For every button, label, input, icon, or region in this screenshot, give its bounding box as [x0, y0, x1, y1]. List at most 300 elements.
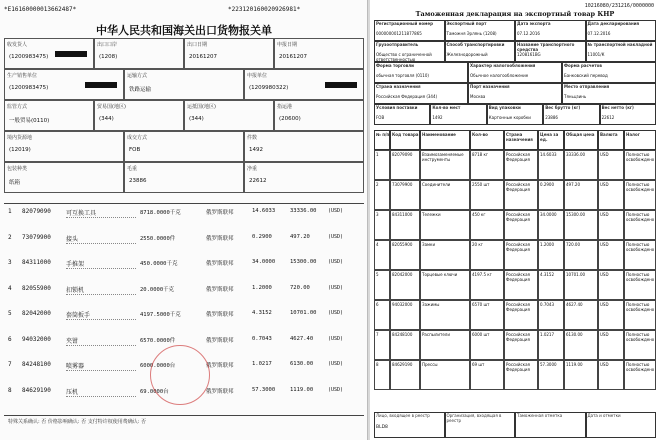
header-cell [274, 38, 364, 69]
header-cell [94, 38, 184, 69]
goods-cell-ru [624, 240, 656, 270]
header-label-ru: Форма расчетов [564, 63, 602, 68]
header-label-ru: Название транспортного средства [517, 42, 575, 52]
header-cell-ru [468, 62, 562, 83]
document-title: 中华人民共和国海关出口货物报关单 [96, 24, 272, 37]
header-value-ru: 22612 [601, 115, 615, 120]
goods-cell-ru [598, 360, 624, 390]
header-value: 铁路运输 [129, 87, 152, 93]
goods-header-ru: Кол-во [472, 132, 488, 137]
goods-value-ru: 20 кг [472, 242, 483, 247]
header-cell [244, 162, 364, 193]
goods-value-ru: USD [600, 182, 609, 187]
goods-no: 5 [8, 310, 12, 317]
header-cell [124, 69, 244, 100]
header-value: 23886 [129, 178, 147, 184]
goods-cell-ru [374, 210, 390, 240]
header-cell-ru [374, 104, 430, 125]
goods-cell-ru [374, 300, 390, 330]
header-value-ru: Тяньцзинь [564, 94, 587, 99]
header-cell [4, 131, 124, 162]
header-label: 净重 [247, 166, 258, 172]
goods-cell-ru [504, 210, 538, 240]
header-label-ru: Место отправления [564, 84, 610, 89]
goods-value-ru: Взаимозаменяемые инструменты [422, 152, 464, 162]
footer-cell-ru [586, 412, 657, 438]
header-value-ru: Картонные коробки [488, 115, 531, 120]
goods-value-ru: 34.0000 [540, 212, 557, 217]
goods-total: 497.20 [290, 233, 310, 240]
goods-cell-ru [390, 210, 420, 240]
goods-cell-ru [504, 330, 538, 360]
header-value: (20600) [279, 116, 301, 122]
goods-value-ru: 10701.00 [566, 272, 586, 277]
goods-cell-ru [564, 180, 598, 210]
goods-no: 8 [8, 386, 12, 394]
header-value-ru: Москва [470, 94, 486, 99]
goods-qty: 2550.0000件 [140, 235, 176, 242]
header-value: (1208) [99, 54, 118, 60]
goods-value-ru: Полностью освобождено [626, 332, 655, 342]
goods-value-ru: 84629190 [392, 362, 413, 367]
redaction-bar [55, 51, 87, 57]
goods-cell-ru [374, 330, 390, 360]
header-value-ru: 1492 [432, 115, 443, 120]
goods-value-ru: USD [600, 272, 609, 277]
goods-code: 82055900 [22, 284, 51, 292]
header-value-ru: FOB [376, 115, 385, 120]
goods-cell-ru [420, 300, 470, 330]
goods-no: 6 [8, 335, 12, 343]
header-label: 成交方式 [127, 135, 148, 141]
goods-cell-ru [390, 330, 420, 360]
goods-code: 84311000 [22, 259, 51, 266]
header-value-ru: Таможня Эрлянь (1208) [446, 31, 497, 36]
goods-cell-ru [470, 270, 504, 300]
header-value-ru: Обычное налогообложение [470, 73, 529, 78]
goods-price: 1.2000 [252, 284, 272, 291]
spec-line [66, 319, 136, 320]
goods-cell-ru [420, 180, 470, 210]
goods-value-ru: Зажимы [422, 302, 440, 307]
header-label: 运抵国(地区) [187, 104, 216, 110]
goods-value-ru: Тележки [422, 212, 441, 217]
spec-line [66, 370, 136, 371]
header-cell [244, 131, 364, 162]
goods-country: 俄罗斯联邦 [206, 337, 234, 344]
header-value: 纸箱 [9, 180, 21, 186]
header-label-ru: Порт назначения [470, 84, 510, 89]
spec-line [66, 217, 136, 218]
goods-value-ru: 1119.00 [566, 362, 583, 367]
goods-cell-ru [624, 270, 656, 300]
russian-export-declaration [370, 0, 660, 440]
header-value: (344) [99, 116, 114, 122]
goods-qty: 6000.0000台 [140, 363, 176, 369]
goods-value-ru: Полностью освобождено [626, 182, 655, 192]
header-cell-ru [543, 104, 599, 125]
header-cell-ru [600, 104, 656, 125]
goods-cell-ru [470, 180, 504, 210]
goods-header-ru: Страна назначения [506, 132, 533, 142]
goods-value-ru: Полностью освобождено [626, 302, 655, 312]
goods-name: 可互换工具 [66, 210, 97, 217]
goods-total: 15300.00 [290, 259, 317, 265]
goods-cell-ru [538, 180, 564, 210]
goods-value-ru: Российская Федерация [506, 272, 530, 282]
goods-value-ru: 8718 кг [472, 152, 488, 157]
goods-value-ru: Прессы [422, 362, 438, 367]
header-label-ru: Дата экспорта [517, 21, 551, 26]
goods-value-ru: 1.0217 [540, 332, 554, 337]
goods-cell-ru [504, 240, 538, 270]
goods-currency: (USD) [328, 284, 344, 291]
goods-value-ru: 73079900 [392, 182, 413, 187]
goods-country: 俄罗斯联邦 [206, 286, 234, 293]
goods-value-ru: Российская Федерация [506, 212, 530, 222]
goods-value-ru: 8 [376, 362, 379, 367]
header-cell-ru [515, 20, 586, 41]
goods-total: 33336.00 [290, 208, 317, 214]
header-value-ru: Общество с ограниченной ответственностью [376, 52, 432, 62]
goods-value-ru: 4197.5 кг [472, 272, 492, 277]
goods-country: 俄罗斯联邦 [206, 261, 234, 267]
goods-name: 扣锁机 [66, 286, 85, 294]
header-label: 毛重 [127, 166, 138, 172]
header-cell-ru [445, 41, 516, 62]
goods-cell-ru [598, 150, 624, 180]
goods-value-ru: Полностью освобождено [626, 362, 655, 372]
goods-cell-ru [470, 360, 504, 390]
header-cell [124, 131, 244, 162]
goods-cell-ru [390, 360, 420, 390]
goods-total: 1119.00 [290, 386, 314, 393]
header-label: 运输方式 [127, 73, 148, 79]
goods-cell-ru [564, 210, 598, 240]
header-cell [4, 162, 124, 193]
header-cell [274, 100, 364, 131]
goods-cell-ru [538, 300, 564, 330]
header-label: 收发货人 [7, 42, 28, 48]
goods-currency: (USD) [328, 259, 344, 265]
goods-value-ru: 1.2000 [540, 242, 554, 247]
goods-no: 7 [8, 361, 12, 368]
goods-code: 84629190 [22, 386, 51, 394]
header-label-ru: Вид упаковки [488, 105, 521, 110]
goods-cell-ru [470, 330, 504, 360]
goods-value-ru: Полностью освобождено [626, 152, 655, 162]
goods-header-cell-ru [374, 130, 390, 150]
goods-cell-ru [504, 300, 538, 330]
goods-price: 0.2900 [252, 233, 272, 240]
goods-value-ru: 57.3000 [540, 362, 557, 367]
goods-cell-ru [624, 330, 656, 360]
header-cell [4, 100, 94, 131]
goods-header-ru: Общая цена [566, 132, 595, 137]
goods-qty: 8718.0000千克 [140, 210, 181, 216]
goods-cell-ru [598, 240, 624, 270]
header-cell [244, 69, 364, 100]
header-label: 申报日期 [277, 42, 298, 48]
goods-header-ru: Валюта [600, 132, 618, 137]
goods-qty: 4197.5000千克 [140, 312, 181, 318]
header-label-ru: Способ транспортировки [446, 42, 505, 47]
goods-value-ru: 3 [376, 212, 379, 217]
header-cell [4, 69, 124, 100]
goods-qty: 20.0000千克 [140, 286, 175, 293]
header-cell-ru [562, 83, 656, 104]
goods-value-ru: 6130.00 [566, 332, 583, 337]
goods-cell-ru [374, 270, 390, 300]
goods-cell-ru [598, 210, 624, 240]
goods-value-ru: 69 шт [472, 362, 485, 367]
header-label: 指运港 [277, 104, 293, 110]
goods-country: 俄罗斯联邦 [206, 210, 234, 216]
goods-value-ru: 5 [376, 272, 379, 277]
footer-label-ru: Дата и отметки [587, 413, 621, 418]
redaction-bar [85, 82, 117, 88]
header-value-ru: Банковский перевод [564, 73, 608, 78]
goods-header-cell-ru [390, 130, 420, 150]
goods-price: 4.3152 [252, 310, 272, 316]
goods-cell-ru [504, 360, 538, 390]
goods-cell-ru [598, 180, 624, 210]
spec-line [66, 396, 136, 397]
header-cell-ru [430, 104, 486, 125]
goods-currency: (USD) [328, 386, 344, 393]
goods-currency: (USD) [328, 310, 344, 316]
header-value-ru: Российская Федерация (344) [376, 94, 438, 99]
goods-value-ru: 82055900 [392, 242, 413, 247]
header-cell-ru [374, 41, 445, 62]
header-value-ru: 07.12.2016 [517, 31, 540, 36]
header-value: 20161207 [279, 54, 307, 60]
header-value: FOB [129, 147, 141, 153]
goods-qty: 6570.0000件 [140, 337, 176, 344]
header-value-ru: 000000001211877865 [376, 31, 422, 36]
header-cell-ru [374, 20, 445, 41]
header-value-ru: 1208161BG [517, 52, 541, 57]
header-value: 20161207 [189, 54, 217, 60]
goods-cell-ru [538, 360, 564, 390]
goods-value-ru: 6000 шт [472, 332, 490, 337]
goods-no: 1 [8, 208, 12, 215]
goods-cell-ru [564, 360, 598, 390]
goods-currency: (USD) [328, 233, 344, 240]
header-label-ru: Регистрационный номер [376, 21, 434, 26]
goods-value-ru: USD [600, 152, 609, 157]
header-cell-ru [586, 41, 657, 62]
header-value: (1200983475) [9, 85, 49, 91]
goods-header-cell-ru [598, 130, 624, 150]
goods-cell-ru [390, 300, 420, 330]
goods-cell-ru [598, 300, 624, 330]
goods-value-ru: 82042000 [392, 272, 413, 277]
goods-cell-ru [390, 240, 420, 270]
header-value: (12019) [9, 147, 31, 153]
goods-country: 俄罗斯联邦 [206, 388, 234, 395]
goods-cell-ru [624, 300, 656, 330]
goods-value-ru: USD [600, 362, 609, 367]
goods-cell-ru [538, 150, 564, 180]
header-cell-ru [374, 83, 468, 104]
goods-price: 14.6033 [252, 208, 276, 214]
header-cell [124, 162, 244, 193]
goods-value-ru: Замки [422, 242, 436, 247]
header-label-ru: Форма торговли [376, 63, 414, 68]
header-value: 1492 [249, 147, 263, 153]
goods-cell-ru [504, 270, 538, 300]
footer-cell-ru [515, 412, 586, 438]
goods-value-ru: 84311000 [392, 212, 413, 217]
footer-label-ru: Лицо, входящее в реестр [376, 413, 430, 418]
footer-confirmation: 特殊关系确认: 否 价格影响确认: 否 支付特许权使用费确认: 否 [8, 419, 147, 425]
goods-value-ru: 2550 шт [472, 182, 490, 187]
goods-cell-ru [504, 150, 538, 180]
goods-value-ru: Полностью освобождено [626, 242, 655, 252]
goods-country: 俄罗斯联邦 [206, 312, 234, 318]
goods-cell-ru [470, 240, 504, 270]
goods-cell-ru [538, 270, 564, 300]
spec-line [66, 345, 136, 346]
header-value: (1209980322) [249, 85, 289, 91]
goods-cell-ru [624, 150, 656, 180]
goods-value-ru: 6 [376, 302, 379, 307]
goods-cell-ru [390, 180, 420, 210]
header-value: (344) [189, 116, 204, 122]
goods-cell-ru [538, 210, 564, 240]
goods-code: 84248100 [22, 361, 51, 368]
footer-cell-ru [374, 412, 445, 438]
goods-value-ru: Российская Федерация [506, 362, 530, 372]
goods-cell-ru [420, 360, 470, 390]
goods-cell-ru [598, 330, 624, 360]
goods-value-ru: 14.6033 [540, 152, 557, 157]
goods-total: 6130.00 [290, 361, 314, 367]
goods-value-ru: USD [600, 212, 609, 217]
goods-cell-ru [470, 210, 504, 240]
header-cell-ru [487, 104, 543, 125]
goods-cell-ru [564, 300, 598, 330]
header-value: (1200983475) [9, 54, 49, 60]
goods-name: 喷雾器 [66, 363, 85, 370]
goods-value-ru: USD [600, 332, 609, 337]
goods-cell-ru [374, 150, 390, 180]
header-value: 22612 [249, 178, 267, 184]
goods-cell-ru [374, 360, 390, 390]
header-value-ru: обычная торговля (0110) [376, 73, 429, 78]
goods-total: 10701.00 [290, 310, 317, 316]
goods-total: 720.00 [290, 284, 310, 291]
goods-price: 1.0217 [252, 361, 272, 367]
goods-cell-ru [390, 150, 420, 180]
goods-code: 73079900 [22, 233, 51, 241]
goods-value-ru: 33336.00 [566, 152, 586, 157]
header-label-ru: Экспортный порт [446, 21, 487, 26]
goods-value-ru: 15300.00 [566, 212, 586, 217]
goods-cell-ru [624, 180, 656, 210]
goods-cell-ru [470, 300, 504, 330]
header-label: 件数 [247, 135, 258, 141]
goods-cell-ru [624, 360, 656, 390]
goods-header-ru: № п/п [376, 132, 390, 137]
goods-header-ru: Наименование [422, 132, 456, 137]
goods-cell-ru [564, 240, 598, 270]
header-label-ru: Страна назначения [376, 84, 421, 89]
goods-header-ru: Цена за ед. [540, 132, 559, 142]
goods-cell-ru [624, 210, 656, 240]
footer-cell-ru [445, 412, 516, 438]
goods-country: 俄罗斯联邦 [206, 235, 234, 242]
header-label-ru: Вес нетто (кг) [601, 105, 634, 110]
goods-cell-ru [470, 150, 504, 180]
goods-value-ru: 450 кг [472, 212, 486, 217]
goods-cell-ru [390, 270, 420, 300]
header-cell [184, 38, 274, 69]
goods-cell-ru [538, 330, 564, 360]
goods-header-cell-ru [564, 130, 598, 150]
header-label-ru: Условия поставки [376, 105, 418, 110]
goods-value-ru: 84248100 [392, 332, 413, 337]
goods-no: 2 [8, 233, 12, 241]
spec-line [66, 268, 136, 269]
goods-cell-ru [598, 270, 624, 300]
footer-label-ru: Организация, входящая в реестр [446, 413, 502, 423]
goods-value-ru: Российская Федерация [506, 182, 530, 192]
goods-cell-ru [420, 330, 470, 360]
barcode-left-text: *E16160000013662487* [4, 6, 77, 13]
header-label-ru: № транспортной накладной [587, 42, 653, 47]
spec-line [66, 243, 136, 244]
goods-header-ru: Код товара [392, 132, 419, 137]
header-value-ru: 11001/К [587, 52, 605, 57]
goods-cell-ru [374, 180, 390, 210]
goods-header-cell-ru [538, 130, 564, 150]
goods-value-ru: 1 [376, 152, 379, 157]
goods-cell-ru [420, 210, 470, 240]
goods-name: 压机 [66, 388, 79, 396]
header-label-ru: Вес брутто (кг) [545, 105, 581, 110]
goods-value-ru: Полностью освобождено [626, 212, 655, 222]
goods-value-ru: Российская Федерация [506, 242, 530, 252]
goods-name: 夹钳 [66, 337, 79, 345]
footer-value-ru: BLD8 [376, 425, 388, 430]
goods-cell-ru [564, 150, 598, 180]
goods-value-ru: 720.00 [566, 242, 580, 247]
goods-header-ru: Налог [626, 132, 640, 137]
header-cell-ru [374, 62, 468, 83]
top-code: 10216080/231216/0000000 [584, 3, 654, 9]
header-cell-ru [586, 20, 657, 41]
goods-code: 82079090 [22, 208, 51, 215]
header-label: 境内货源地 [7, 135, 33, 141]
header-label-ru: Грузоотправитель [376, 42, 419, 47]
goods-value-ru: 4.3152 [540, 272, 554, 277]
goods-cell-ru [420, 240, 470, 270]
goods-value-ru: Распылители [422, 332, 450, 337]
header-label: 监管方式 [7, 104, 28, 110]
goods-qty: 69.0000台 [140, 388, 169, 395]
header-label: 申报单位 [247, 73, 268, 79]
goods-cell-ru [564, 330, 598, 360]
document-title-ru: Таможенная декларация на экспортный товар КНР [415, 10, 615, 18]
barcode-right-text: *223120160020926981* [228, 6, 301, 13]
header-label: 生产销售单位 [7, 73, 38, 79]
goods-value-ru: Соединители [422, 182, 451, 187]
header-label: 包装种类 [7, 166, 28, 172]
header-value-ru: 23886 [545, 115, 558, 120]
goods-value-ru: 94032000 [392, 302, 413, 307]
